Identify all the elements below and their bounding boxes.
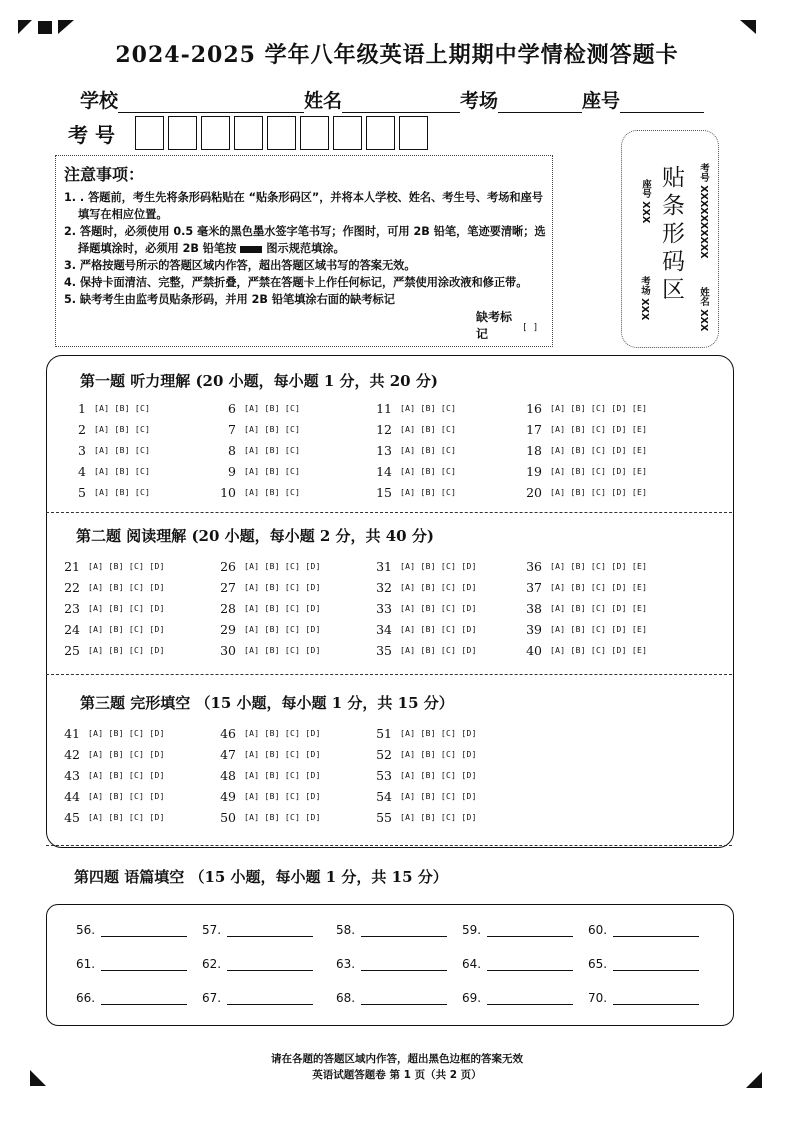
top-right-registration-mark xyxy=(740,20,760,36)
exam-number-box[interactable] xyxy=(201,116,230,150)
notice-box xyxy=(55,155,553,347)
fill-blank-line[interactable] xyxy=(487,990,573,1005)
question-number: 14 xyxy=(376,464,392,479)
choice-question xyxy=(366,747,477,762)
choice-question xyxy=(210,485,300,500)
choice-question xyxy=(366,810,477,825)
exam-number-box[interactable] xyxy=(399,116,428,150)
choice-question xyxy=(366,464,456,479)
fill-blank-line[interactable] xyxy=(361,990,447,1005)
notice-item-4: 4. 保持卡面清洁、完整，严禁折叠，严禁在答题卡上作任何标记，严禁使用涂改液和修正带。 xyxy=(64,276,528,289)
question-number: 42 xyxy=(64,747,80,762)
fill-blank-item xyxy=(202,956,313,971)
answer-options[interactable]: [A] [B] [C] [D] [E] xyxy=(550,467,648,476)
fill-blank-line[interactable] xyxy=(361,956,447,971)
answer-options[interactable]: [A] [B] [C] [D] xyxy=(244,583,321,592)
notice-item-2-text: 2. 答题时，必须使用 0.5 毫米的黑色墨水签字笔书写；作图时，可用 2B 铅笔，笔迹要清晰；选择题填涂时，必须用 2B 铅笔按 xyxy=(64,225,546,255)
barcode-area xyxy=(621,130,719,348)
answer-options[interactable]: [A] [B] [C] [D] xyxy=(244,625,321,634)
choice-question xyxy=(366,726,477,741)
question-number: 23 xyxy=(64,601,80,616)
question-number: 35 xyxy=(376,643,392,658)
notice-item-3: 3. 严格按题号所示的答题区域内作答，超出答题区域书写的答案无效。 xyxy=(64,259,416,272)
answer-options[interactable]: [A] [B] [C] [D] xyxy=(244,813,321,822)
answer-options[interactable]: [A] [B] [C] [D] xyxy=(88,625,165,634)
answer-options[interactable]: [A] [B] [C] xyxy=(94,404,151,413)
question-number: 11 xyxy=(376,401,392,416)
absent-label: 缺考标记 xyxy=(476,310,513,341)
fill-blank-item xyxy=(462,922,573,937)
choice-question xyxy=(60,443,150,458)
choice-question xyxy=(54,789,165,804)
seat-field[interactable] xyxy=(620,92,704,113)
exam-number-box[interactable] xyxy=(333,116,362,150)
fill-blank-item xyxy=(588,922,699,937)
answer-options[interactable]: [A] [B] [C] xyxy=(244,488,301,497)
fill-blank-number: 64. xyxy=(462,957,482,971)
answer-options[interactable]: [A] [B] [C] xyxy=(400,446,457,455)
answer-options[interactable]: [A] [B] [C] [D] xyxy=(400,625,477,634)
question-number: 32 xyxy=(376,580,392,595)
choice-question xyxy=(54,810,165,825)
barcode-exam-number: 考号 XXXXXXXXXX xyxy=(698,163,709,259)
fill-blank-item xyxy=(202,922,313,937)
fill-blank-item xyxy=(336,956,447,971)
choice-question xyxy=(210,810,321,825)
choice-question xyxy=(210,601,321,616)
fill-blank-line[interactable] xyxy=(101,922,187,937)
fill-blank-line[interactable] xyxy=(613,922,699,937)
section-divider xyxy=(46,512,732,513)
choice-question xyxy=(210,726,321,741)
fill-blank-line[interactable] xyxy=(227,990,313,1005)
fill-blank-number: 66. xyxy=(76,991,96,1005)
seat-label: 座号 xyxy=(582,90,621,112)
exam-number-box[interactable] xyxy=(366,116,395,150)
question-number: 5 xyxy=(78,485,86,500)
answer-options[interactable]: [A] [B] [C] xyxy=(400,425,457,434)
answer-options[interactable]: [A] [B] [C] [D] xyxy=(244,792,321,801)
question-number: 25 xyxy=(64,643,80,658)
answer-options[interactable]: [A] [B] [C] [D] xyxy=(88,583,165,592)
choice-question xyxy=(366,559,477,574)
question-number: 28 xyxy=(220,601,236,616)
answer-options[interactable]: [A] [B] [C] [D] xyxy=(244,604,321,613)
exam-number-label: 考 号 xyxy=(68,122,115,147)
answer-options[interactable]: [A] [B] [C] [D] xyxy=(400,750,477,759)
question-number: 6 xyxy=(228,401,236,416)
section-2-title: 第二题 阅读理解 (20 小题，每小题 2 分，共 40 分) xyxy=(76,527,434,545)
answer-options[interactable]: [A] [B] [C] [D] xyxy=(88,729,165,738)
answer-options[interactable]: [A] [B] [C] xyxy=(94,488,151,497)
question-number: 15 xyxy=(376,485,392,500)
exam-number-row xyxy=(68,116,432,150)
answer-options[interactable]: [A] [B] [C] [D] xyxy=(88,562,165,571)
choice-question xyxy=(516,464,647,479)
question-number: 17 xyxy=(526,422,542,437)
answer-options[interactable]: [A] [B] [C] xyxy=(94,425,151,434)
exam-room-field[interactable] xyxy=(498,92,582,113)
answer-options[interactable]: [A] [B] [C] [D] xyxy=(400,583,477,592)
fill-blank-line[interactable] xyxy=(101,956,187,971)
question-number: 1 xyxy=(78,401,86,416)
answer-options[interactable]: [A] [B] [C] [D] xyxy=(244,646,321,655)
section-divider xyxy=(46,845,732,846)
choice-question xyxy=(366,643,477,658)
fill-blank-item xyxy=(336,990,447,1005)
choice-question xyxy=(516,601,647,616)
answer-options[interactable]: [A] [B] [C] [D] [E] xyxy=(550,425,648,434)
footer-warning: 请在各题的答题区域内作答，超出黑色边框的答案无效 xyxy=(271,1053,523,1065)
choice-question xyxy=(210,422,300,437)
question-number: 20 xyxy=(526,485,542,500)
question-number: 43 xyxy=(64,768,80,783)
fill-blank-line[interactable] xyxy=(361,922,447,937)
notice-item-1: 1. . 答题前，考生先将条形码粘贴在 “贴条形码区”，并将本人学校、姓名、考生号、考场和座号填写在相应位置。 xyxy=(64,191,543,221)
fill-blank-number: 58. xyxy=(336,923,356,937)
fill-blank-number: 62. xyxy=(202,957,222,971)
question-number: 26 xyxy=(220,559,236,574)
question-number: 51 xyxy=(376,726,392,741)
choice-question xyxy=(54,643,165,658)
question-number: 30 xyxy=(220,643,236,658)
question-number: 53 xyxy=(376,768,392,783)
question-number: 33 xyxy=(376,601,392,616)
answer-options[interactable]: [A] [B] [C] [D] xyxy=(400,792,477,801)
question-number: 19 xyxy=(526,464,542,479)
question-number: 7 xyxy=(228,422,236,437)
answer-options[interactable]: [A] [B] [C] [D] xyxy=(400,604,477,613)
fill-blank-item xyxy=(336,922,447,937)
fill-blank-line[interactable] xyxy=(613,990,699,1005)
fill-blank-item xyxy=(462,990,573,1005)
choice-question xyxy=(366,601,477,616)
choice-question xyxy=(366,422,456,437)
fill-blank-item xyxy=(462,956,573,971)
answer-options[interactable]: [A] [B] [C] [D] xyxy=(400,562,477,571)
question-number: 10 xyxy=(220,485,236,500)
exam-number-boxes xyxy=(135,116,432,150)
notice-heading: 注意事项： xyxy=(64,165,145,184)
question-number: 34 xyxy=(376,622,392,637)
choice-question xyxy=(210,580,321,595)
choice-question xyxy=(516,559,647,574)
answer-options[interactable]: [A] [B] [C] xyxy=(400,404,457,413)
choice-question xyxy=(516,643,647,658)
choice-question xyxy=(210,559,321,574)
fill-blank-line[interactable] xyxy=(487,956,573,971)
fill-blank-number: 63. xyxy=(336,957,356,971)
answer-options[interactable]: [A] [B] [C] xyxy=(244,467,301,476)
fill-blank-item xyxy=(76,956,187,971)
question-number: 44 xyxy=(64,789,80,804)
choice-question xyxy=(210,622,321,637)
answer-options[interactable]: [A] [B] [C] [D] xyxy=(400,771,477,780)
question-number: 13 xyxy=(376,443,392,458)
fill-blank-line[interactable] xyxy=(227,922,313,937)
question-number: 50 xyxy=(220,810,236,825)
question-number: 16 xyxy=(526,401,542,416)
choice-question xyxy=(366,580,477,595)
exam-number-box[interactable] xyxy=(234,116,263,150)
exam-number-box[interactable] xyxy=(300,116,329,150)
choice-question xyxy=(54,559,165,574)
section-divider xyxy=(46,674,732,675)
choice-question xyxy=(210,789,321,804)
choice-question xyxy=(366,485,456,500)
fill-blank-item xyxy=(588,956,699,971)
school-field[interactable] xyxy=(118,92,304,113)
choice-question xyxy=(516,485,647,500)
barcode-room: 考场 XXX xyxy=(639,276,650,321)
choice-question xyxy=(210,747,321,762)
question-number: 48 xyxy=(220,768,236,783)
question-number: 52 xyxy=(376,747,392,762)
choice-question xyxy=(210,464,300,479)
choice-question xyxy=(516,580,647,595)
question-number: 4 xyxy=(78,464,86,479)
question-number: 40 xyxy=(526,643,542,658)
exam-room-label: 考场 xyxy=(460,90,499,112)
choice-question xyxy=(516,422,647,437)
answer-options[interactable]: [A] [B] [C] [D] xyxy=(244,729,321,738)
name-label: 姓名 xyxy=(304,90,343,112)
fill-blank-item xyxy=(76,990,187,1005)
answer-options[interactable]: [A] [B] [C] [D] xyxy=(244,750,321,759)
choice-question xyxy=(54,768,165,783)
question-number: 38 xyxy=(526,601,542,616)
answer-options[interactable]: [A] [B] [C] [D] [E] xyxy=(550,562,648,571)
footer-page: 英语试题答题卷 第 1 页（共 2 页） xyxy=(312,1069,482,1081)
fill-blank-item xyxy=(76,922,187,937)
barcode-seat: 座号 XXX xyxy=(640,179,651,224)
choice-question xyxy=(366,443,456,458)
fill-blank-number: 59. xyxy=(462,923,482,937)
question-number: 47 xyxy=(220,747,236,762)
barcode-title: 贴条形码区 xyxy=(658,165,684,305)
notice-item-2-tail: 图示规范填涂。 xyxy=(266,242,345,255)
page-title: 2024-2025 学年八年级英语上期期中学情检测答题卡 xyxy=(115,42,679,68)
choice-question xyxy=(516,622,647,637)
fill-blank-number: 57. xyxy=(202,923,222,937)
choice-question xyxy=(60,464,150,479)
fill-blank-number: 56. xyxy=(76,923,96,937)
question-number: 27 xyxy=(220,580,236,595)
filled-mark-example-icon xyxy=(240,246,262,253)
choice-question xyxy=(60,422,150,437)
choice-question xyxy=(54,726,165,741)
absent-checkbox[interactable]: [ ] xyxy=(522,323,539,333)
answer-options[interactable]: [A] [B] [C] [D] xyxy=(88,813,165,822)
answer-options[interactable]: [A] [B] [C] xyxy=(94,467,151,476)
question-number: 39 xyxy=(526,622,542,637)
fill-blank-line[interactable] xyxy=(227,956,313,971)
question-number: 55 xyxy=(376,810,392,825)
answer-options[interactable]: [A] [B] [C] xyxy=(244,425,301,434)
choice-question xyxy=(366,622,477,637)
fill-blank-line[interactable] xyxy=(101,990,187,1005)
barcode-name: 姓名 XXX xyxy=(698,287,709,332)
answer-options[interactable]: [A] [B] [C] [D] xyxy=(400,646,477,655)
answer-options[interactable]: [A] [B] [C] xyxy=(400,488,457,497)
choice-question xyxy=(54,747,165,762)
choice-question xyxy=(54,580,165,595)
question-number: 31 xyxy=(376,559,392,574)
answer-options[interactable]: [A] [B] [C] [D] [E] xyxy=(550,446,648,455)
answer-options[interactable]: [A] [B] [C] [D] xyxy=(88,750,165,759)
exam-number-box[interactable] xyxy=(135,116,164,150)
fill-blank-line[interactable] xyxy=(613,956,699,971)
question-number: 12 xyxy=(376,422,392,437)
answer-options[interactable]: [A] [B] [C] [D] xyxy=(244,771,321,780)
answer-options[interactable]: [A] [B] [C] [D] xyxy=(88,771,165,780)
choice-question xyxy=(516,401,647,416)
fill-blank-number: 68. xyxy=(336,991,356,1005)
fill-blank-item xyxy=(202,990,313,1005)
question-number: 49 xyxy=(220,789,236,804)
choice-question xyxy=(366,401,456,416)
choice-question xyxy=(54,622,165,637)
section-4-title: 第四题 语篇填空 （15 小题，每小题 1 分，共 15 分） xyxy=(74,868,448,886)
answer-options[interactable]: [A] [B] [C] [D] xyxy=(400,813,477,822)
answer-options[interactable]: [A] [B] [C] [D] xyxy=(88,646,165,655)
choice-question xyxy=(366,768,477,783)
fill-blank-number: 61. xyxy=(76,957,96,971)
choice-question xyxy=(210,643,321,658)
choice-question xyxy=(210,401,300,416)
question-number: 9 xyxy=(228,464,236,479)
answer-options[interactable]: [A] [B] [C] [D] [E] xyxy=(550,625,648,634)
question-number: 41 xyxy=(64,726,80,741)
question-number: 8 xyxy=(228,443,236,458)
answer-options[interactable]: [A] [B] [C] xyxy=(94,446,151,455)
answer-options[interactable]: [A] [B] [C] [D] [E] xyxy=(550,404,648,413)
answer-options[interactable]: [A] [B] [C] [D] xyxy=(88,604,165,613)
fill-blank-number: 69. xyxy=(462,991,482,1005)
fill-blank-number: 67. xyxy=(202,991,222,1005)
question-number: 21 xyxy=(64,559,80,574)
answer-options[interactable]: [A] [B] [C] xyxy=(400,467,457,476)
question-number: 37 xyxy=(526,580,542,595)
fill-blank-line[interactable] xyxy=(487,922,573,937)
answer-options[interactable]: [A] [B] [C] xyxy=(244,446,301,455)
choice-question xyxy=(60,401,150,416)
notice-item-2 xyxy=(64,223,552,257)
fill-blank-number: 70. xyxy=(588,991,608,1005)
question-number: 45 xyxy=(64,810,80,825)
choice-question xyxy=(60,485,150,500)
question-number: 36 xyxy=(526,559,542,574)
exam-number-box[interactable] xyxy=(267,116,296,150)
choice-question xyxy=(516,443,647,458)
question-number: 24 xyxy=(64,622,80,637)
fill-blank-item xyxy=(588,990,699,1005)
question-number: 22 xyxy=(64,580,80,595)
answer-options[interactable]: [A] [B] [C] [D] xyxy=(400,729,477,738)
section-3-title: 第三题 完形填空 （15 小题，每小题 1 分，共 15 分） xyxy=(80,694,454,712)
exam-number-box[interactable] xyxy=(168,116,197,150)
choice-question xyxy=(366,789,477,804)
question-number: 46 xyxy=(220,726,236,741)
choice-question xyxy=(210,443,300,458)
section-1-title: 第一题 听力理解 (20 小题，每小题 1 分，共 20 分) xyxy=(80,372,438,390)
answer-options[interactable]: [A] [B] [C] [D] [E] xyxy=(550,646,648,655)
answer-options[interactable]: [A] [B] [C] [D] [E] xyxy=(550,583,648,592)
question-number: 2 xyxy=(78,422,86,437)
choice-question xyxy=(54,601,165,616)
answer-options[interactable]: [A] [B] [C] [D] [E] xyxy=(550,604,648,613)
question-number: 18 xyxy=(526,443,542,458)
answer-options[interactable]: [A] [B] [C] [D] xyxy=(88,792,165,801)
question-number: 54 xyxy=(376,789,392,804)
answer-options[interactable]: [A] [B] [C] [D] [E] xyxy=(550,488,648,497)
top-left-registration-marks xyxy=(18,20,78,36)
fill-blank-number: 65. xyxy=(588,957,608,971)
question-number: 3 xyxy=(78,443,86,458)
school-label: 学校 xyxy=(80,90,119,112)
answer-options[interactable]: [A] [B] [C] [D] xyxy=(244,562,321,571)
answer-options[interactable]: [A] [B] [C] xyxy=(244,404,301,413)
question-number: 29 xyxy=(220,622,236,637)
choice-question xyxy=(210,768,321,783)
name-field[interactable] xyxy=(342,92,460,113)
student-info-row xyxy=(80,86,710,113)
fill-blank-number: 60. xyxy=(588,923,608,937)
notice-item-5: 5. 缺考考生由监考员贴条形码，并用 2B 铅笔填涂右面的缺考标记 xyxy=(64,293,395,306)
